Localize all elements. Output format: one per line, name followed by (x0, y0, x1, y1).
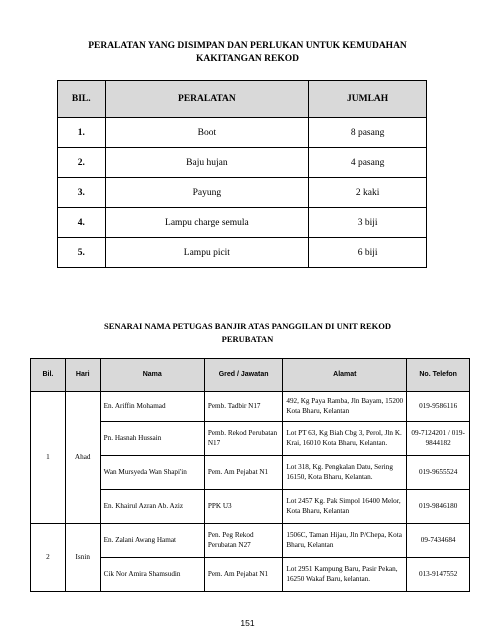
header-nama: Nama (100, 359, 204, 392)
cell-nama: Wan Mursyeda Wan Shapi'in (100, 456, 204, 490)
cell-telefon: 09-7434684 (407, 524, 470, 558)
roster-header-row (31, 359, 470, 392)
group-bil: 1 (31, 392, 66, 524)
page-number: 151 (240, 618, 255, 628)
table-row (58, 208, 427, 238)
row-peralatan: Payung (105, 178, 309, 208)
cell-alamat: Lot 2457 Kg. Pak Simpol 16400 Melor, Kota Bharu, Kelantan (283, 490, 407, 524)
table-row (58, 178, 427, 208)
table-row (58, 118, 427, 148)
header-jumlah: JUMLAH (309, 81, 427, 118)
table-row (58, 148, 427, 178)
row-jumlah: 8 pasang (309, 118, 427, 148)
cell-gred: Pemb. Tadbir N17 (204, 392, 282, 422)
cell-gred: PPK U3 (204, 490, 282, 524)
row-peralatan: Boot (105, 118, 309, 148)
duty-roster-section-title (60, 320, 435, 346)
cell-alamat: 492, Kg Paya Ramba, Jln Bayam, 15200 Kota Bharu, Kelantan (283, 392, 407, 422)
cell-alamat: Lot 318, Kg. Pengkalan Datu, Sering 16150, Kota Bharu, Kelantan. (283, 456, 407, 490)
equipment-header-row (58, 81, 427, 118)
roster-title-line2: PERUBATAN (221, 334, 274, 344)
row-bil: 4. (58, 208, 106, 238)
header-bil: BIL. (58, 81, 106, 118)
header-hari: Hari (65, 359, 100, 392)
cell-gred: Pemb. Rekod Perubatan N17 (204, 422, 282, 456)
equipment-table (57, 80, 427, 268)
row-jumlah: 3 biji (309, 208, 427, 238)
row-bil: 1. (58, 118, 106, 148)
equipment-section-title (60, 40, 435, 66)
cell-alamat: 1506C, Taman Hijau, Jln P/Chepa, Kota Bharu, Kelantan (283, 524, 407, 558)
header-peralatan: PERALATAN (105, 81, 309, 118)
group-bil: 2 (31, 524, 66, 592)
cell-nama: En. Zalani Awang Hamat (100, 524, 204, 558)
duty-roster-table (30, 358, 470, 592)
cell-nama: En. Khairul Azran Ab. Aziz (100, 490, 204, 524)
header-bil: Bil. (31, 359, 66, 392)
row-jumlah: 4 pasang (309, 148, 427, 178)
group-hari: Isnin (65, 524, 100, 592)
roster-title-line1: SENARAI NAMA PETUGAS BANJIR ATAS PANGGILAN DI UNIT REKOD (104, 321, 391, 331)
cell-gred: Pem. Am Pejabat N1 (204, 558, 282, 592)
cell-nama: En. Ariffin Mohamad (100, 392, 204, 422)
equipment-title-line2: KAKITANGAN REKOD (195, 54, 299, 64)
cell-telefon: 019-9846180 (407, 490, 470, 524)
cell-nama: Cik Nor Amira Shamsudin (100, 558, 204, 592)
row-bil: 5. (58, 238, 106, 268)
cell-telefon: 013-9147552 (407, 558, 470, 592)
table-row (31, 392, 470, 422)
header-telefon: No. Telefon (407, 359, 470, 392)
cell-alamat: Lot 2951 Kampung Baru, Pasir Pekan, 16250 Wakaf Baru, kelantan. (283, 558, 407, 592)
cell-telefon: 019-9586116 (407, 392, 470, 422)
header-alamat: Alamat (283, 359, 407, 392)
equipment-title-line1: PERALATAN YANG DISIMPAN DAN PERLUKAN UNTUK KEMUDAHAN (88, 41, 407, 51)
cell-telefon: 09-7124201 / 019-9844182 (407, 422, 470, 456)
table-row (31, 524, 470, 558)
row-peralatan: Baju hujan (105, 148, 309, 178)
row-jumlah: 6 biji (309, 238, 427, 268)
row-bil: 3. (58, 178, 106, 208)
cell-gred: Pem. Am Pejabat N1 (204, 456, 282, 490)
cell-telefon: 019-9655524 (407, 456, 470, 490)
header-gred: Gred / Jawatan (204, 359, 282, 392)
row-peralatan: Lampu picit (105, 238, 309, 268)
table-row (58, 238, 427, 268)
row-bil: 2. (58, 148, 106, 178)
cell-gred: Pen. Peg Rekod Perubatan N27 (204, 524, 282, 558)
cell-nama: Pn. Hasnah Hussain (100, 422, 204, 456)
cell-alamat: Lot PT 63, Kg Biah Cbg 3, Perol, Jln K. Krai, 16010 Kota Bharu, Kelantan. (283, 422, 407, 456)
row-jumlah: 2 kaki (309, 178, 427, 208)
group-hari: Ahad (65, 392, 100, 524)
row-peralatan: Lampu charge semula (105, 208, 309, 238)
